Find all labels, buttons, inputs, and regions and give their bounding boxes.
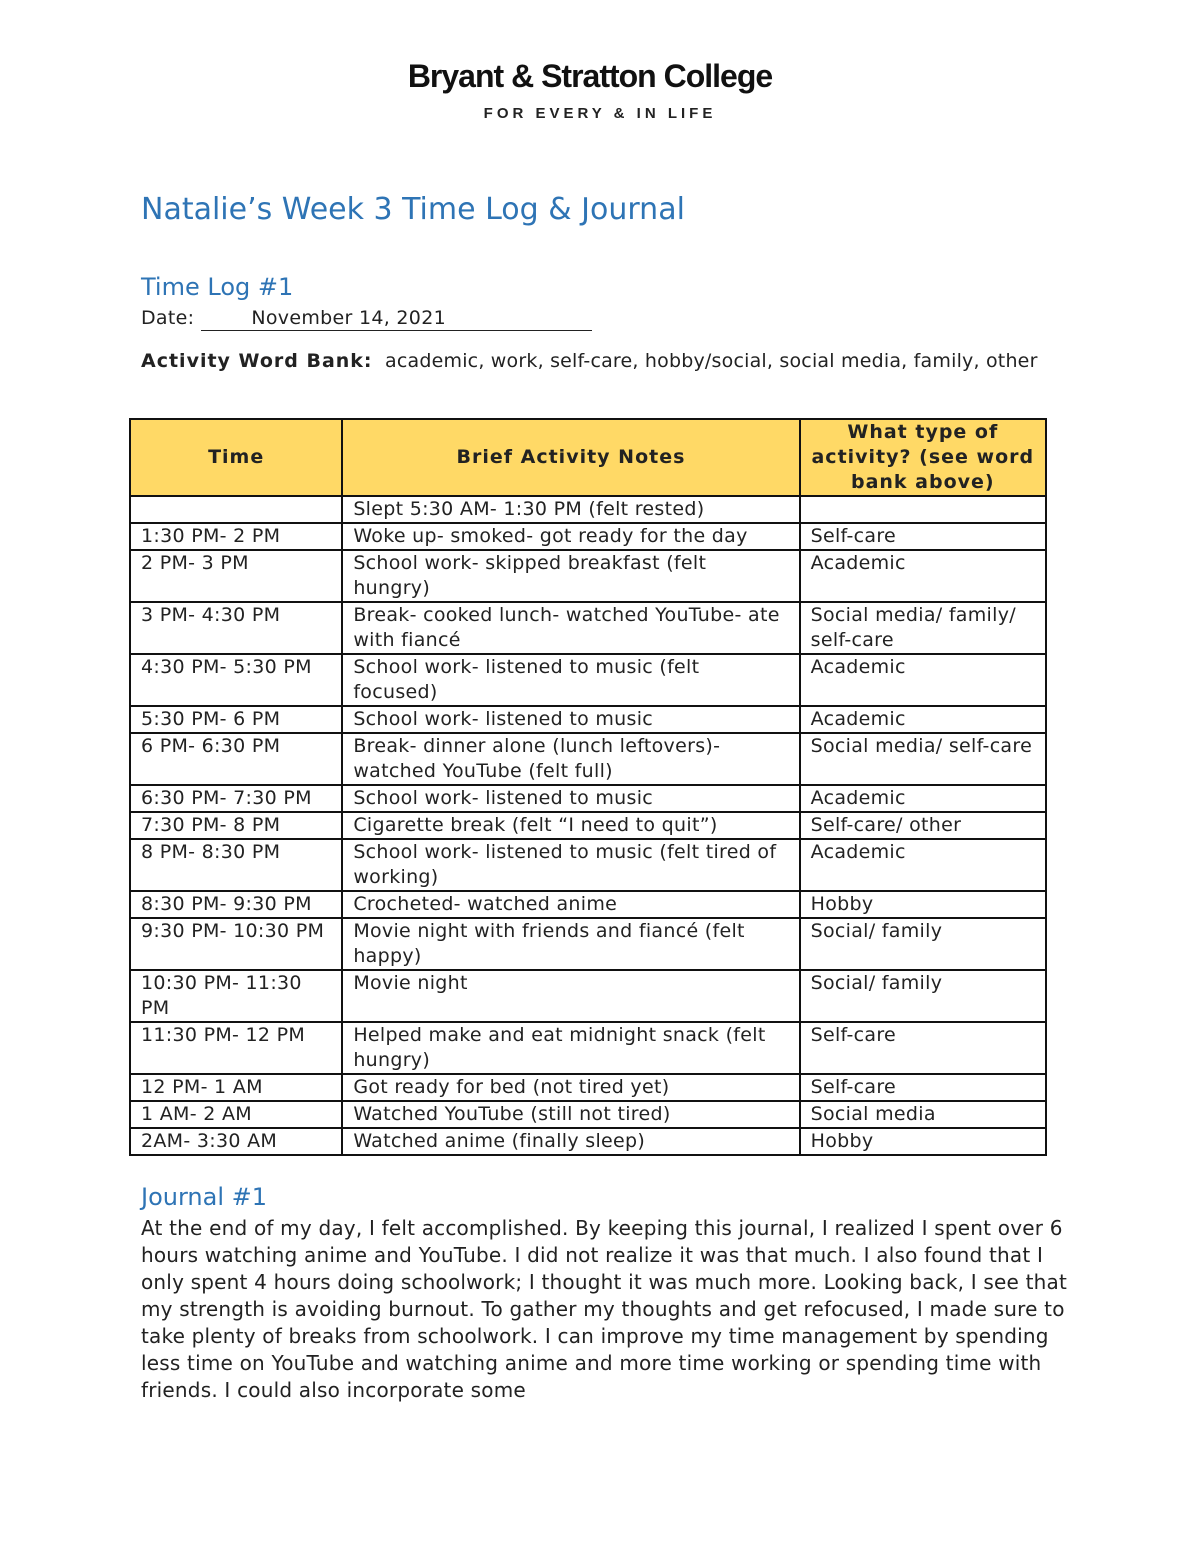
cell-time: 11:30 PM- 12 PM [130, 1022, 342, 1074]
cell-activity-type: Social media/ family/ self-care [800, 602, 1046, 654]
header-time: Time [130, 419, 342, 496]
table-row [130, 891, 1046, 918]
time-log-body [130, 496, 1046, 1155]
date-label: Date: [141, 307, 201, 329]
cell-time: 10:30 PM- 11:30 PM [130, 970, 342, 1022]
table-row [130, 918, 1046, 970]
cell-time: 6:30 PM- 7:30 PM [130, 785, 342, 812]
cell-notes: Movie night [342, 970, 799, 1022]
table-row [130, 1022, 1046, 1074]
college-logo [0, 58, 1200, 122]
cell-activity-type [800, 496, 1046, 523]
cell-time: 6 PM- 6:30 PM [130, 733, 342, 785]
table-row [130, 496, 1046, 523]
cell-time: 8 PM- 8:30 PM [130, 839, 342, 891]
cell-notes: School work- listened to music [342, 706, 799, 733]
table-row [130, 654, 1046, 706]
cell-notes: Watched anime (finally sleep) [342, 1128, 799, 1155]
cell-activity-type: Self-care/ other [800, 812, 1046, 839]
cell-time: 3 PM- 4:30 PM [130, 602, 342, 654]
cell-activity-type: Self-care [800, 1074, 1046, 1101]
table-row [130, 550, 1046, 602]
cell-activity-type: Hobby [800, 1128, 1046, 1155]
cell-time: 5:30 PM- 6 PM [130, 706, 342, 733]
cell-notes: Watched YouTube (still not tired) [342, 1101, 799, 1128]
cell-activity-type: Academic [800, 839, 1046, 891]
logo-tagline: FOR EVERY & IN LIFE [483, 105, 717, 122]
header-activity-type: What type of activity? (see word bank above) [800, 419, 1046, 496]
table-header-row [130, 419, 1046, 496]
cell-notes: Slept 5:30 AM- 1:30 PM (felt rested) [342, 496, 799, 523]
cell-notes: School work- skipped breakfast (felt hungry) [342, 550, 799, 602]
cell-time: 9:30 PM- 10:30 PM [130, 918, 342, 970]
cell-activity-type: Academic [800, 785, 1046, 812]
logo-name: Bryant & Stratton College [407, 58, 773, 94]
table-row [130, 839, 1046, 891]
table-row [130, 970, 1046, 1022]
cell-activity-type: Social media/ self-care [800, 733, 1046, 785]
cell-time: 1 AM- 2 AM [130, 1101, 342, 1128]
cell-activity-type: Academic [800, 550, 1046, 602]
cell-notes: Cigarette break (felt “I need to quit”) [342, 812, 799, 839]
cell-time: 1:30 PM- 2 PM [130, 523, 342, 550]
cell-activity-type: Self-care [800, 1022, 1046, 1074]
cell-time [130, 496, 342, 523]
cell-time: 2AM- 3:30 AM [130, 1128, 342, 1155]
cell-time: 8:30 PM- 9:30 PM [130, 891, 342, 918]
journal-text: At the end of my day, I felt accomplished. By keeping this journal, I realized I spent over 6 hours watching anime and YouTube. I did not realize it was that much. I also found that I only spent 4 hours doing schoolwork; I thought it was much more. Looking back, I see that my strength is avoiding burnout. To gather my thoughts and get refocused, I made sure to take plenty of breaks from schoolwork. I can improve my time management by spending less time on YouTube and watching anime and more time working or spending time with friends. I could also incorporate some [141, 1216, 1068, 1402]
cell-time: 2 PM- 3 PM [130, 550, 342, 602]
cell-notes: Helped make and eat midnight snack (felt hungry) [342, 1022, 799, 1074]
word-bank-label: Activity Word Bank: [141, 350, 373, 372]
table-row [130, 706, 1046, 733]
cell-notes: Break- cooked lunch- watched YouTube- ate with fiancé [342, 602, 799, 654]
cell-time: 12 PM- 1 AM [130, 1074, 342, 1101]
date-value-field: ​ November 14, 2021 [201, 307, 592, 331]
table-row [130, 523, 1046, 550]
date-value: November 14, 2021 [251, 307, 446, 329]
cell-activity-type: Academic [800, 706, 1046, 733]
page-title: Natalie’s Week 3 Time Log & Journal [141, 192, 685, 227]
cell-time: 7:30 PM- 8 PM [130, 812, 342, 839]
cell-activity-type: Social/ family [800, 918, 1046, 970]
date-line [141, 307, 592, 329]
cell-activity-type: Self-care [800, 523, 1046, 550]
cell-notes: Woke up- smoked- got ready for the day [342, 523, 799, 550]
table-row [130, 812, 1046, 839]
time-log-table [129, 418, 1047, 1156]
cell-notes: School work- listened to music (felt tired of working) [342, 839, 799, 891]
cell-notes: Crocheted- watched anime [342, 891, 799, 918]
cell-notes: Got ready for bed (not tired yet) [342, 1074, 799, 1101]
cell-activity-type: Social media [800, 1101, 1046, 1128]
table-row [130, 1074, 1046, 1101]
cell-notes: School work- listened to music (felt focused) [342, 654, 799, 706]
table-row [130, 1128, 1046, 1155]
table-row [130, 1101, 1046, 1128]
cell-notes: School work- listened to music [342, 785, 799, 812]
word-bank [141, 348, 1071, 375]
table-row [130, 733, 1046, 785]
cell-activity-type: Social/ family [800, 970, 1046, 1022]
table-row [130, 785, 1046, 812]
journal-heading: Journal #1 [141, 1183, 268, 1211]
cell-notes: Movie night with friends and fiancé (felt happy) [342, 918, 799, 970]
cell-notes: Break- dinner alone (lunch leftovers)- watched YouTube (felt full) [342, 733, 799, 785]
cell-activity-type: Hobby [800, 891, 1046, 918]
time-log-heading: Time Log #1 [141, 273, 294, 301]
table-row [130, 602, 1046, 654]
header-notes: Brief Activity Notes [342, 419, 799, 496]
cell-time: 4:30 PM- 5:30 PM [130, 654, 342, 706]
cell-activity-type: Academic [800, 654, 1046, 706]
word-bank-text: academic, work, self-care, hobby/social, social media, family, other [385, 350, 1038, 372]
